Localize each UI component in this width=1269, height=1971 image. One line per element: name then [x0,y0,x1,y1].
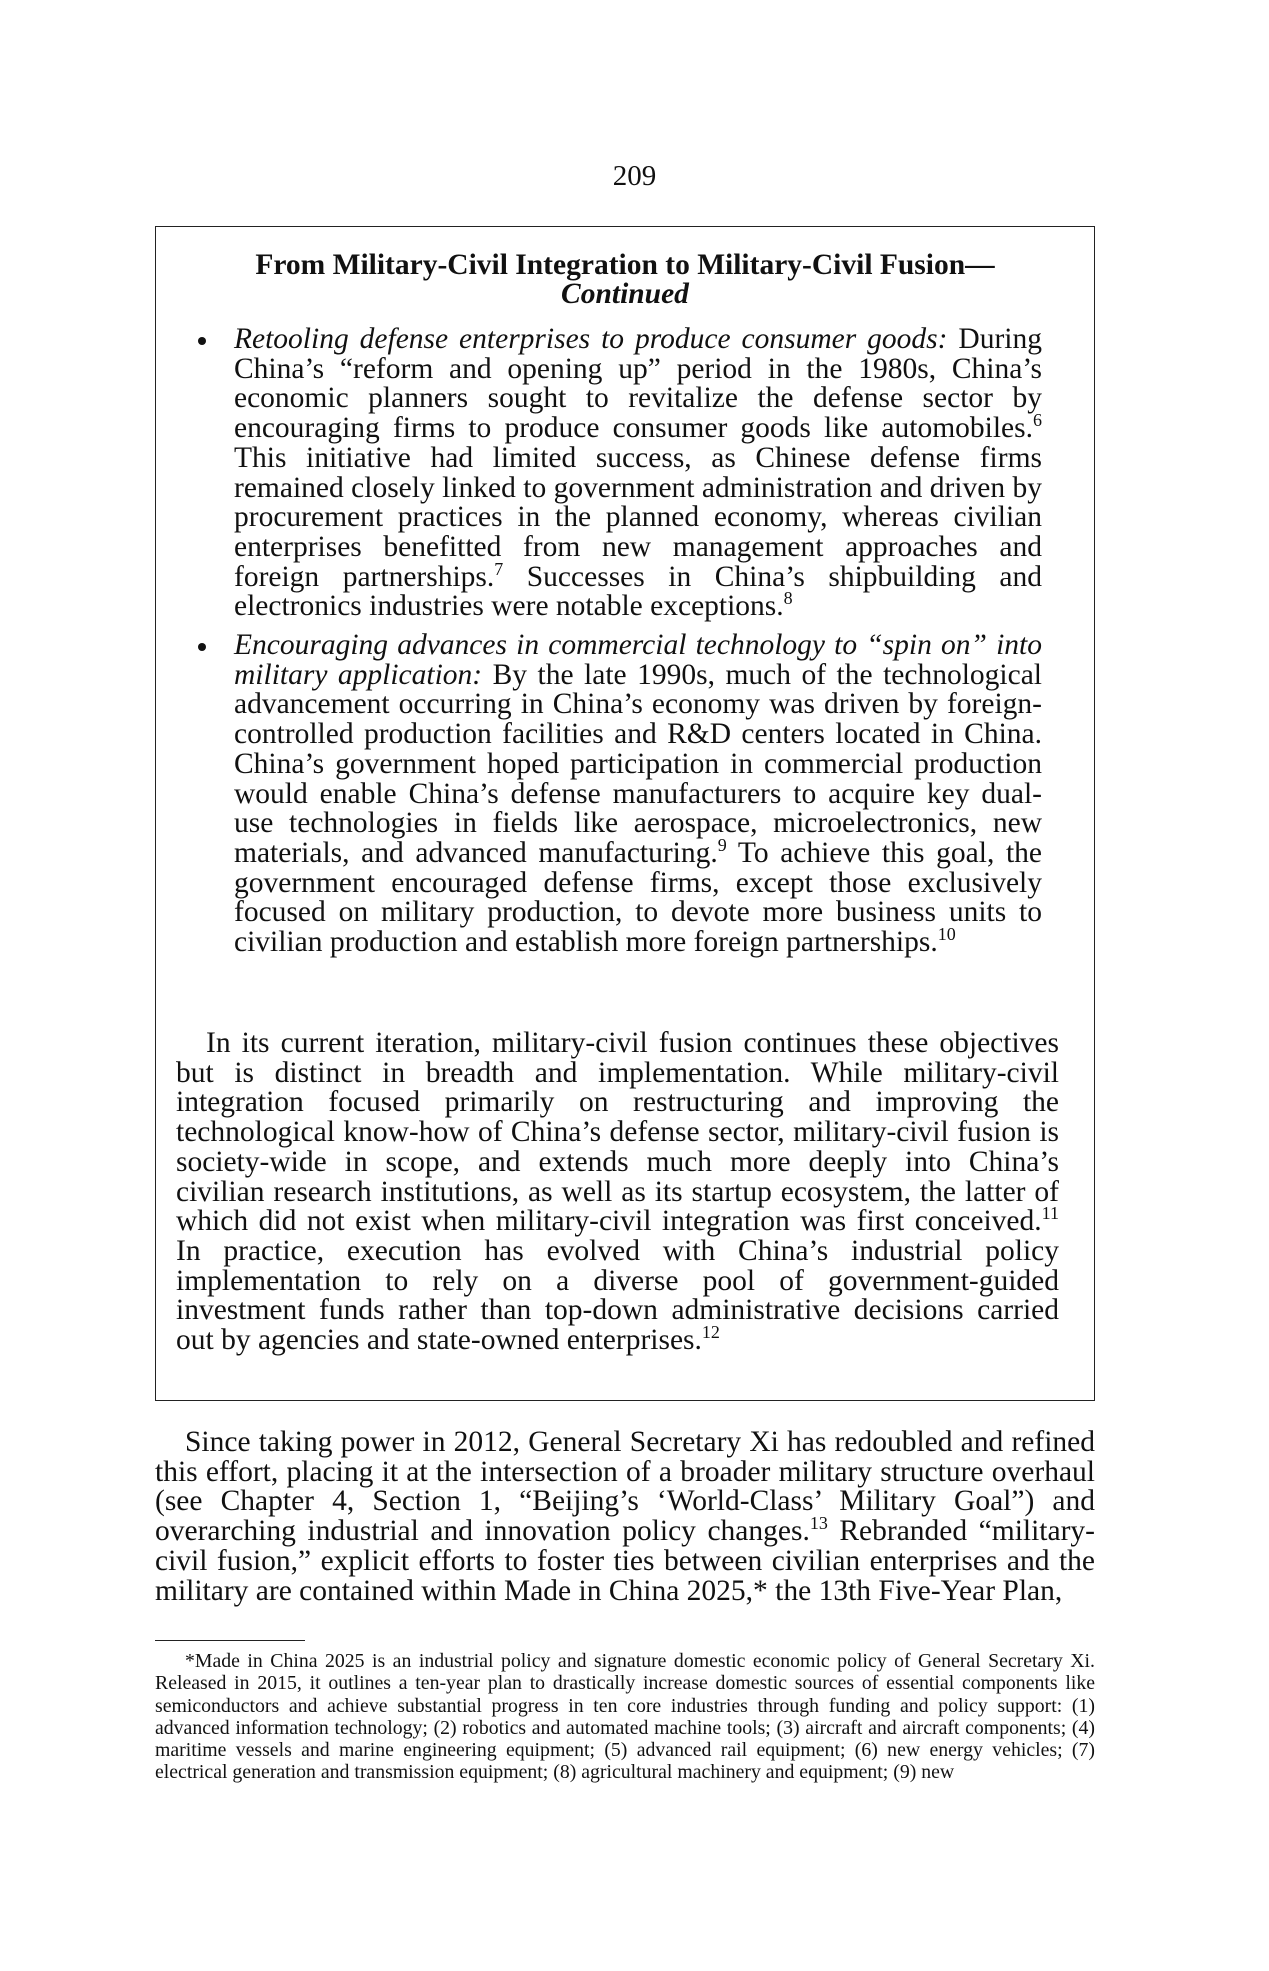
footnote-ref: 9 [717,835,727,856]
footnote-ref: 10 [937,924,956,945]
footnote-ref: 7 [494,558,504,579]
bullet-dot-icon [198,643,206,651]
bullet-text: To achieve this goal, the government encouraged defense firms, except those exclusively focused on military production, to devote more business units to civilian production and establish more foreign partnerships. [234,836,1043,959]
box-title-continued: Continued [561,278,689,310]
footnote-separator [155,1640,305,1641]
footnote-ref: 13 [809,1513,828,1534]
paragraph-text: In practice, execution has evolved with China’s industrial policy implementation to rely on a diverse pool of government-guided investment funds rather than top-down administrative decisions carried out by agencies and state-owned enterprises. [176,1234,1059,1357]
page-number: 209 [612,160,657,192]
footnote-ref: 11 [1041,1203,1059,1224]
bullet-lead: Retooling defense enterprises to produce consumer goods: [234,323,948,355]
bullet-text: During China’s “reform and opening up” period in the 1980s, China’s economic planners sought to revitalize the defense sector by encouraging firms to produce consumer goods like automobiles. [234,323,1042,445]
bullet-list [194,325,1042,967]
bullet-text: By the late 1990s, much of the technological advancement occurring in China’s economy was driven by foreign-controlled production facilities and R&D centers located in China. China’s government hoped participation in commercial production would enable China’s defense manufacturers to acquire key dual-use technologies in fields like aerospace, microelectronics, new materials, and advanced manufacturing. [234,658,1042,869]
footnote-ref: 12 [701,1322,720,1343]
sidebar-box [155,226,1095,1401]
paragraph-text: In its current iteration, military-civil fusion continues these objectives but is distinct in breadth and implementation. While military-civil integration focused primarily on restructuring and improving the technological know-how of China’s defense sector, military-civil fusion is society-wide in scope, and extends much more deeply into China’s civilian research institutions, as well as its startup ecosystem, the latter of which did not exist when military-civil integration was first conceived. [176,1027,1059,1238]
bullet-text: This initiative had limited success, as Chinese defense firms remained closely linked to government administration and driven by procurement practices in the planned economy, whereas civilian enterprises benefitted from new management approaches and foreign partnerships. [234,441,1042,593]
box-title [156,251,1094,309]
footnote-ref: 8 [783,588,793,609]
bullet-lead: Encouraging advances in commercial technology to “spin on” into military application: [234,629,1042,691]
bullet-dot-icon [198,337,206,345]
bullet-text: Successes in China’s shipbuilding and electronics industries were notable exceptions. [234,560,1042,623]
box-closing-paragraph [176,1029,1059,1356]
bullet-item [194,631,1042,958]
footnote-ref: 6 [1033,410,1042,431]
bullet-item [194,325,1042,622]
paragraph-text: Since taking power in 2012, General Secretary Xi has redoubled and refined this effort, placing it at the intersection of a broader military structure overhaul (see Chapter 4, Section 1, “Beijing’s ‘World-Class’ Military Goal”) and overarching industrial and innovation policy changes. [155,1426,1095,1548]
body-paragraph [155,1428,1095,1606]
box-title-text: From Military-Civil Integration to Military-Civil Fusion— [255,249,995,281]
footnote: *Made in China 2025 is an industrial policy and signature domestic economic policy of General Secretary Xi. Released in 2015, it outlines a ten-year plan to drastically increase domestic sources of essential components like semiconductors and achieve substantial progress in ten core industries through funding and policy support: (1) advanced information technology; (2) robotics and automated machine tools; (3) aircraft and aircraft components; (4) maritime vessels and marine engineering equipment; (5) advanced rail equipment; (6) new energy vehicles; (7) electrical generation and transmission equipment; (8) agricultural machinery and equipment; (9) new [155,1650,1095,1784]
paragraph-text: Rebranded “military-civil fusion,” explicit efforts to foster ties between civilian enterprises and the military are contained within Made in China 2025,* the 13th Five-Year Plan, [155,1515,1095,1607]
